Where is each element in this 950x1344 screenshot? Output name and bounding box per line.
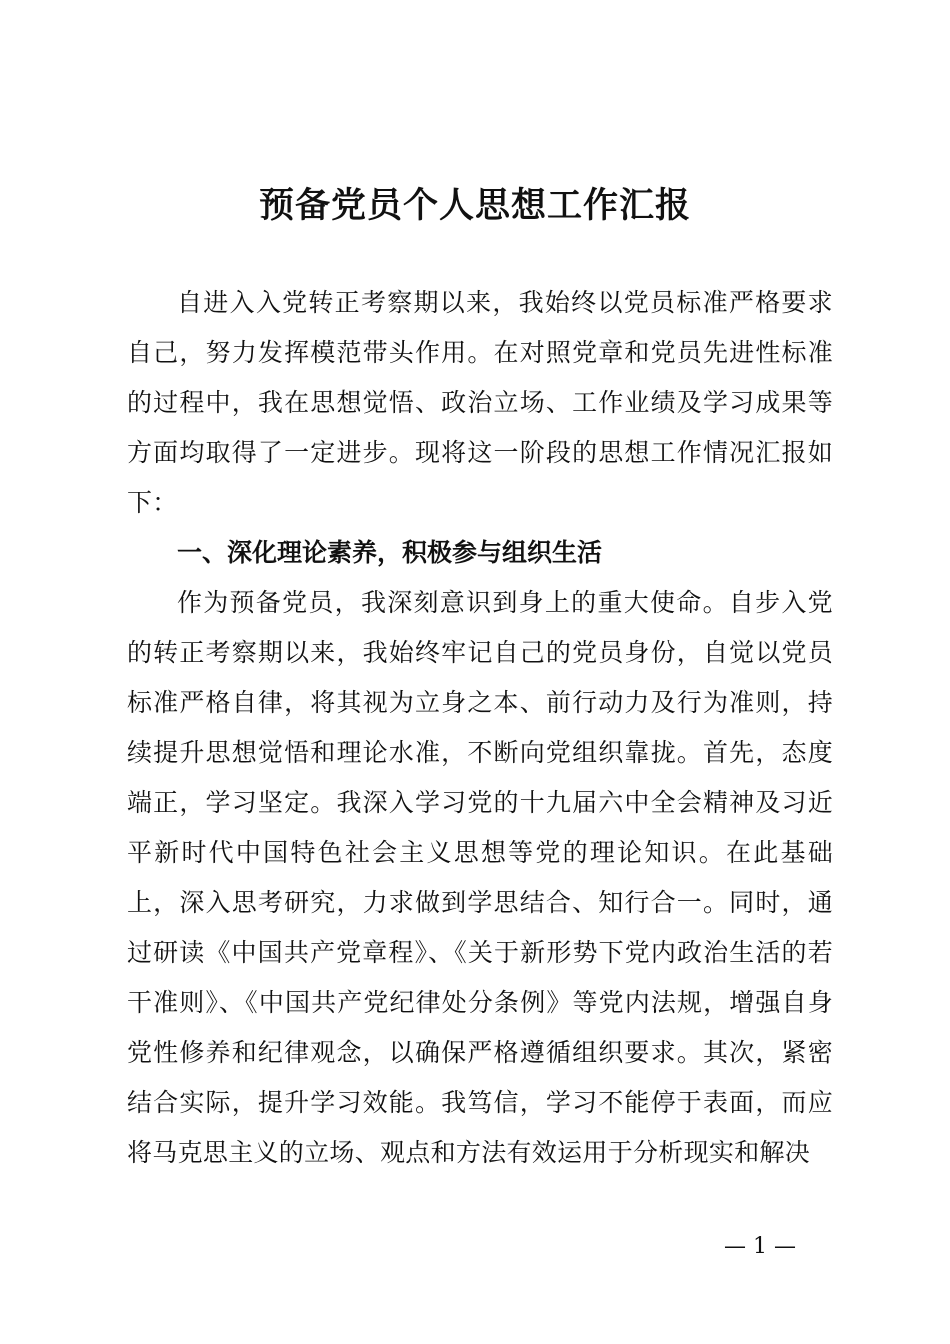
page-number: — 1 — xyxy=(724,1234,796,1259)
document-body xyxy=(127,278,833,1178)
intro-paragraph: 自进入入党转正考察期以来，我始终以党员标准严格要求自己，努力发挥模范带头作用。在对照党章和党员先进性标准的过程中，我在思想觉悟、政治立场、工作业绩及学习成果等方面均取得了一定进步。现将这一阶段的思想工作情况汇报如下： xyxy=(127,288,833,517)
section-paragraph: 作为预备党员，我深刻意识到身上的重大使命。自步入党的转正考察期以来，我始终牢记自己的党员身份，自觉以党员标准严格自律，将其视为立身之本、前行动力及行为准则，持续提升思想觉悟和理论水准，不断向党组织靠拢。首先，态度端正，学习坚定。我深入学习党的十九届六中全会精神及习近平新时代中国特色社会主义思想等党的理论知识。在此基础上，深入思考研究，力求做到学思结合、知行合一。同时，通过研读《中国共产党章程》、《关于新形势下党内政治生活的若干准则》、《中国共产党纪律处分条例》等党内法规，增强自身党性修养和纪律观念，以确保严格遵循组织要求。其次，紧密结合实际，提升学习效能。我笃信，学习不能停于表面，而应将马克思主义的立场、观点和方法有效运用于分析现实和解决 xyxy=(127,588,833,1167)
section-heading: 一、深化理论素养，积极参与组织生活 xyxy=(177,538,603,567)
document-title: 预备党员个人思想工作汇报 xyxy=(258,185,691,226)
